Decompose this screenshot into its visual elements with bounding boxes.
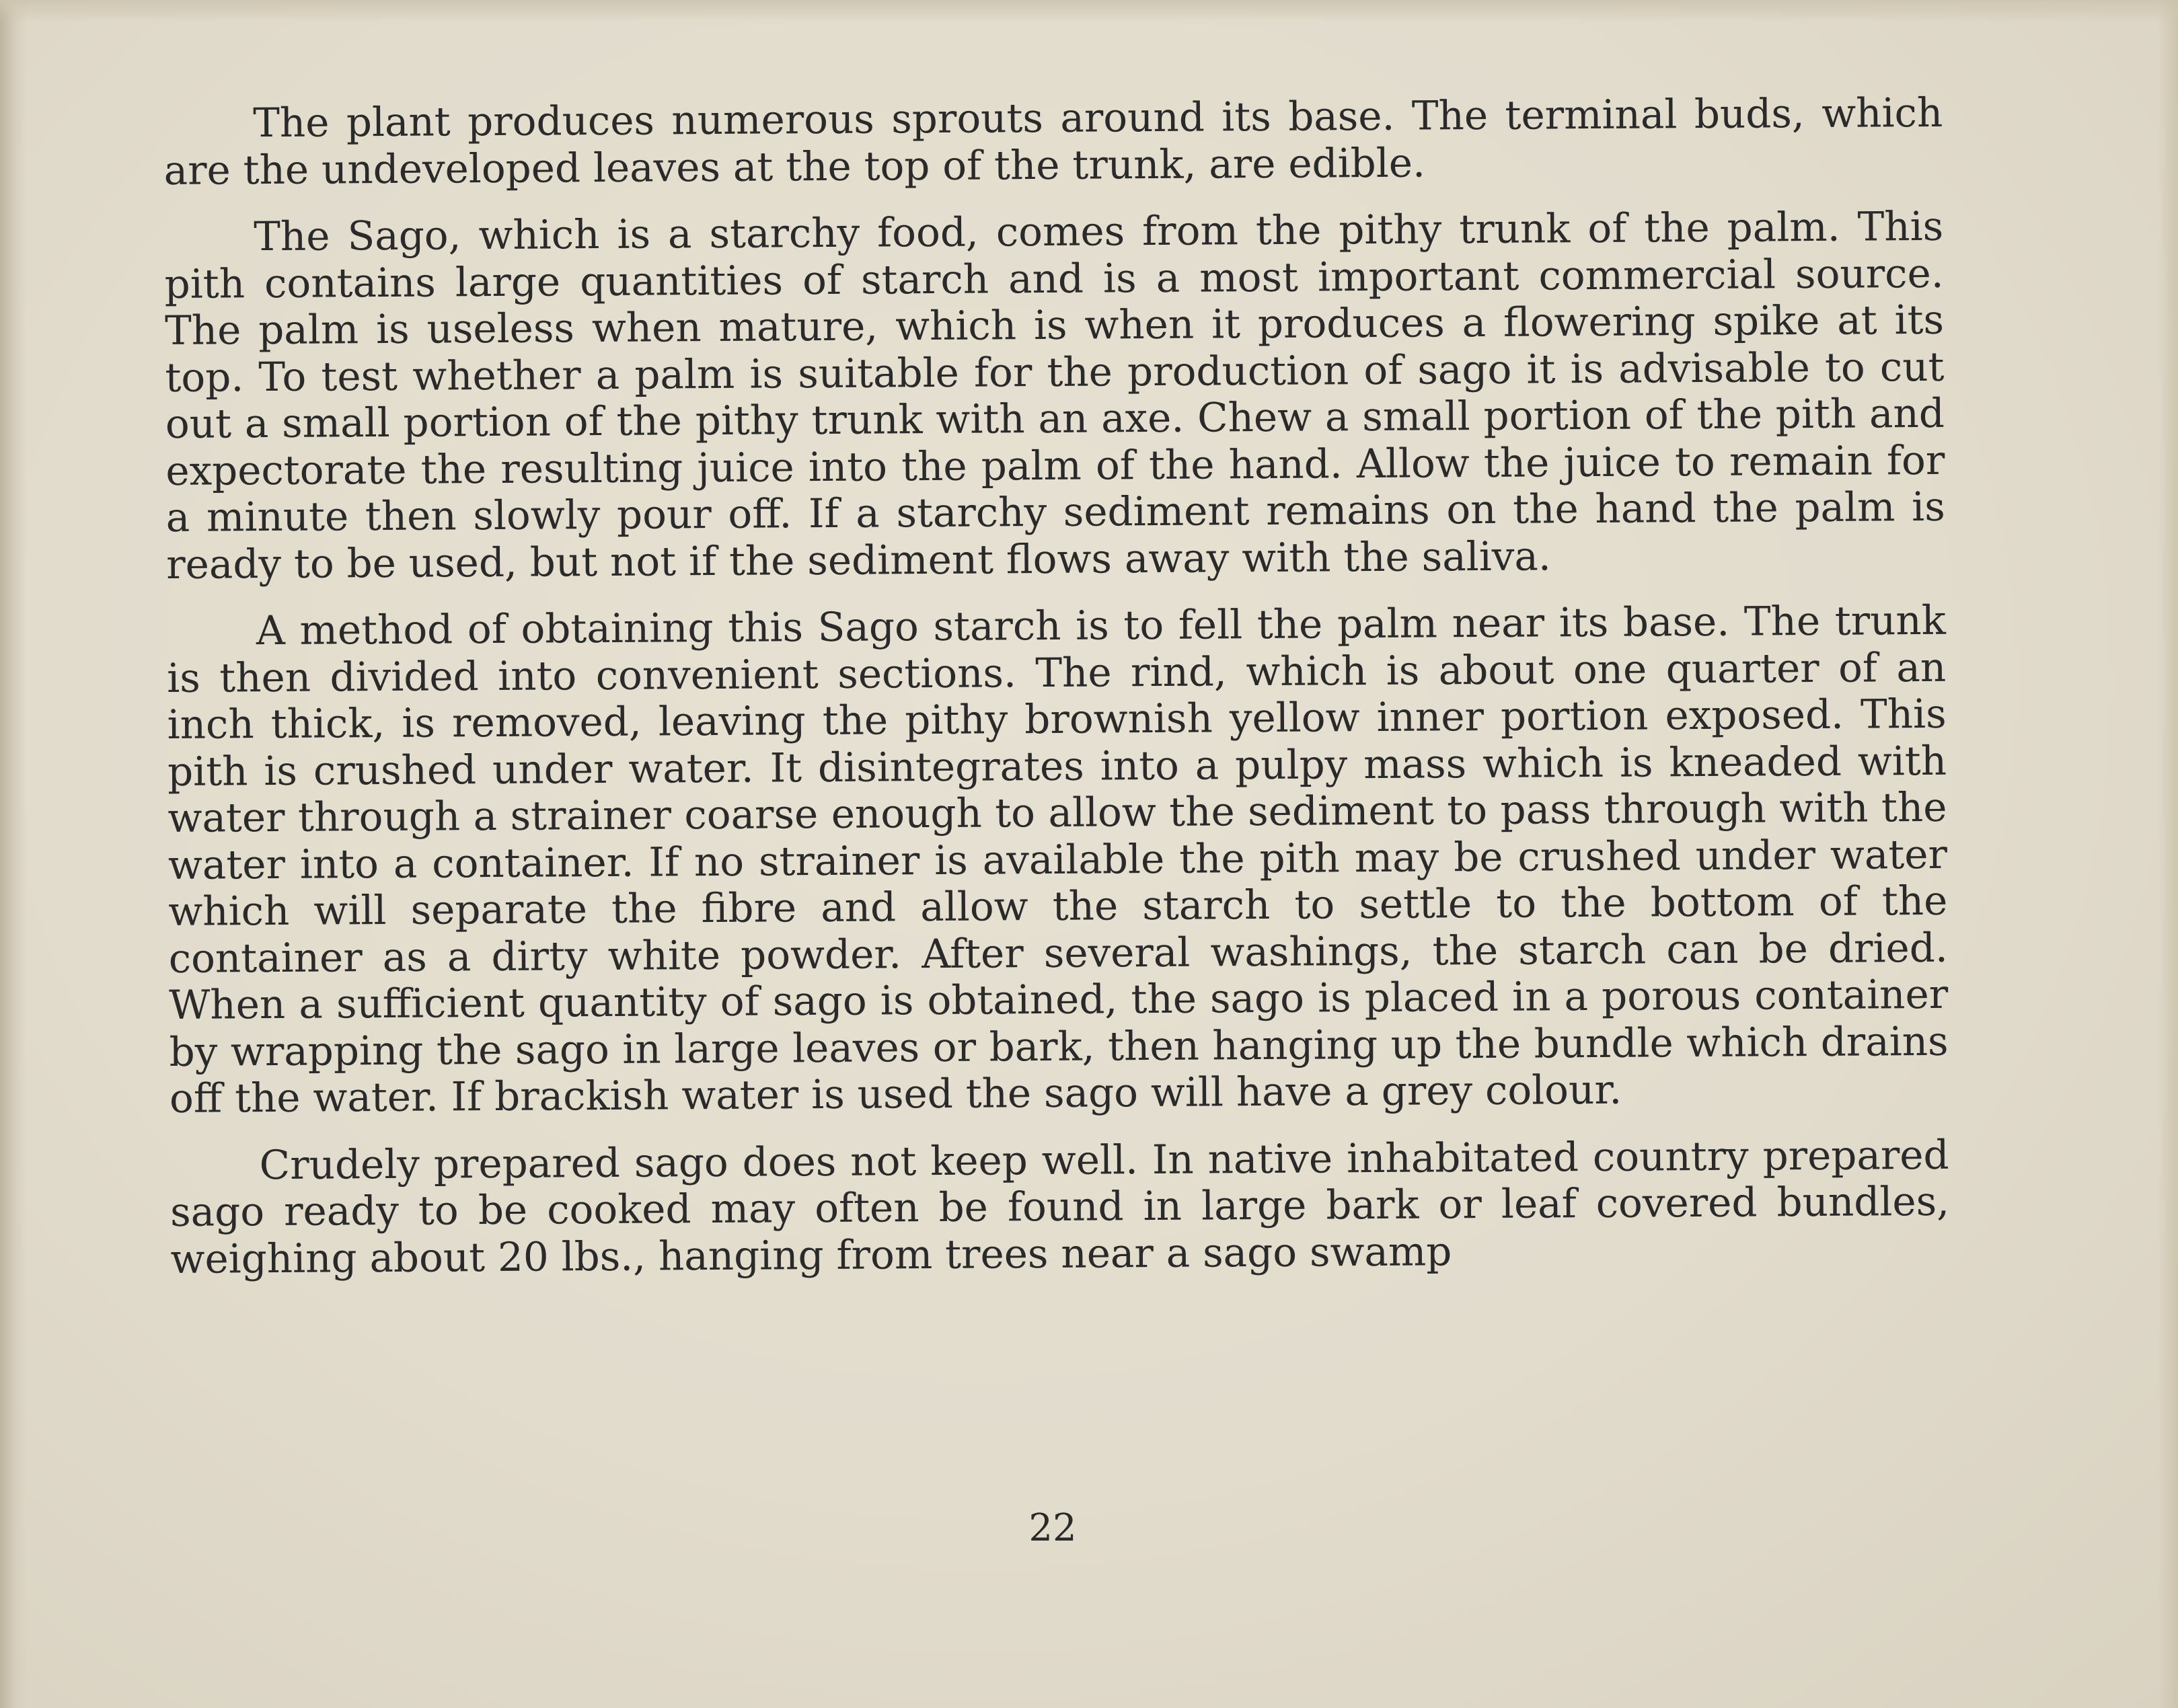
page-right-edge-shadow — [2158, 0, 2178, 1708]
paragraph-crude-sago: Crudely prepared sago does not keep well. In native inhabitated country prepared sago ready to be cooked may often be found in large bark or leaf covered bundles, weighing about 20 lbs., hanging from trees near a sago swamp — [170, 1132, 1950, 1283]
page-top-edge-shadow — [0, 0, 2178, 23]
paragraph-sago-test: The Sago, which is a starchy food, comes from the pithy trunk of the palm. This pith contains large quantities of starch and is a most important commercial source. The palm is useless when mature, which is when it produces a flowering spike at its top. To test whether a palm is suitable for the production of sago it is advisable to cut out a small portion of the pithy trunk with an axe. Chew a small portion of the pith and expectorate the resulting juice into the palm of the hand. Allow the juice to remain for a minute then slowly pour off. If a starchy sediment remains on the hand the palm is ready to be used, but not if the sediment flows away with the saliva. — [164, 203, 1945, 588]
page-number: 22 — [1028, 1506, 1077, 1550]
page-left-edge-shadow — [0, 0, 27, 1708]
body-text — [163, 90, 1950, 1303]
paragraph-sprouts: The plant produces numerous sprouts around its base. The terminal buds, which are the undeveloped leaves at the top of the trunk, are edible. — [163, 89, 1943, 194]
paragraph-starch-method: A method of obtaining this Sago starch is to fell the palm near its base. The trunk is then divided into convenient sections. The rind, which is about one quarter of an inch thick, is removed, leaving the pithy brownish yellow inner portion exposed. This pith is crushed under water. It disintegrates into a pulpy mass which is kneaded with water through a strainer coarse enough to allow the sediment to pass through with the water into a container. If no strainer is available the pith may be crushed under water which will separate the fibre and allow the starch to settle to the bottom of the container as a dirty white powder. After several washings, the starch can be dried. When a sufficient quantity of sago is obtained, the sago is placed in a porous container by wrapping the sago in large leaves or bark, then hanging up the bundle which drains off the water. If brackish water is used the sago will have a grey colour. — [167, 597, 1949, 1122]
